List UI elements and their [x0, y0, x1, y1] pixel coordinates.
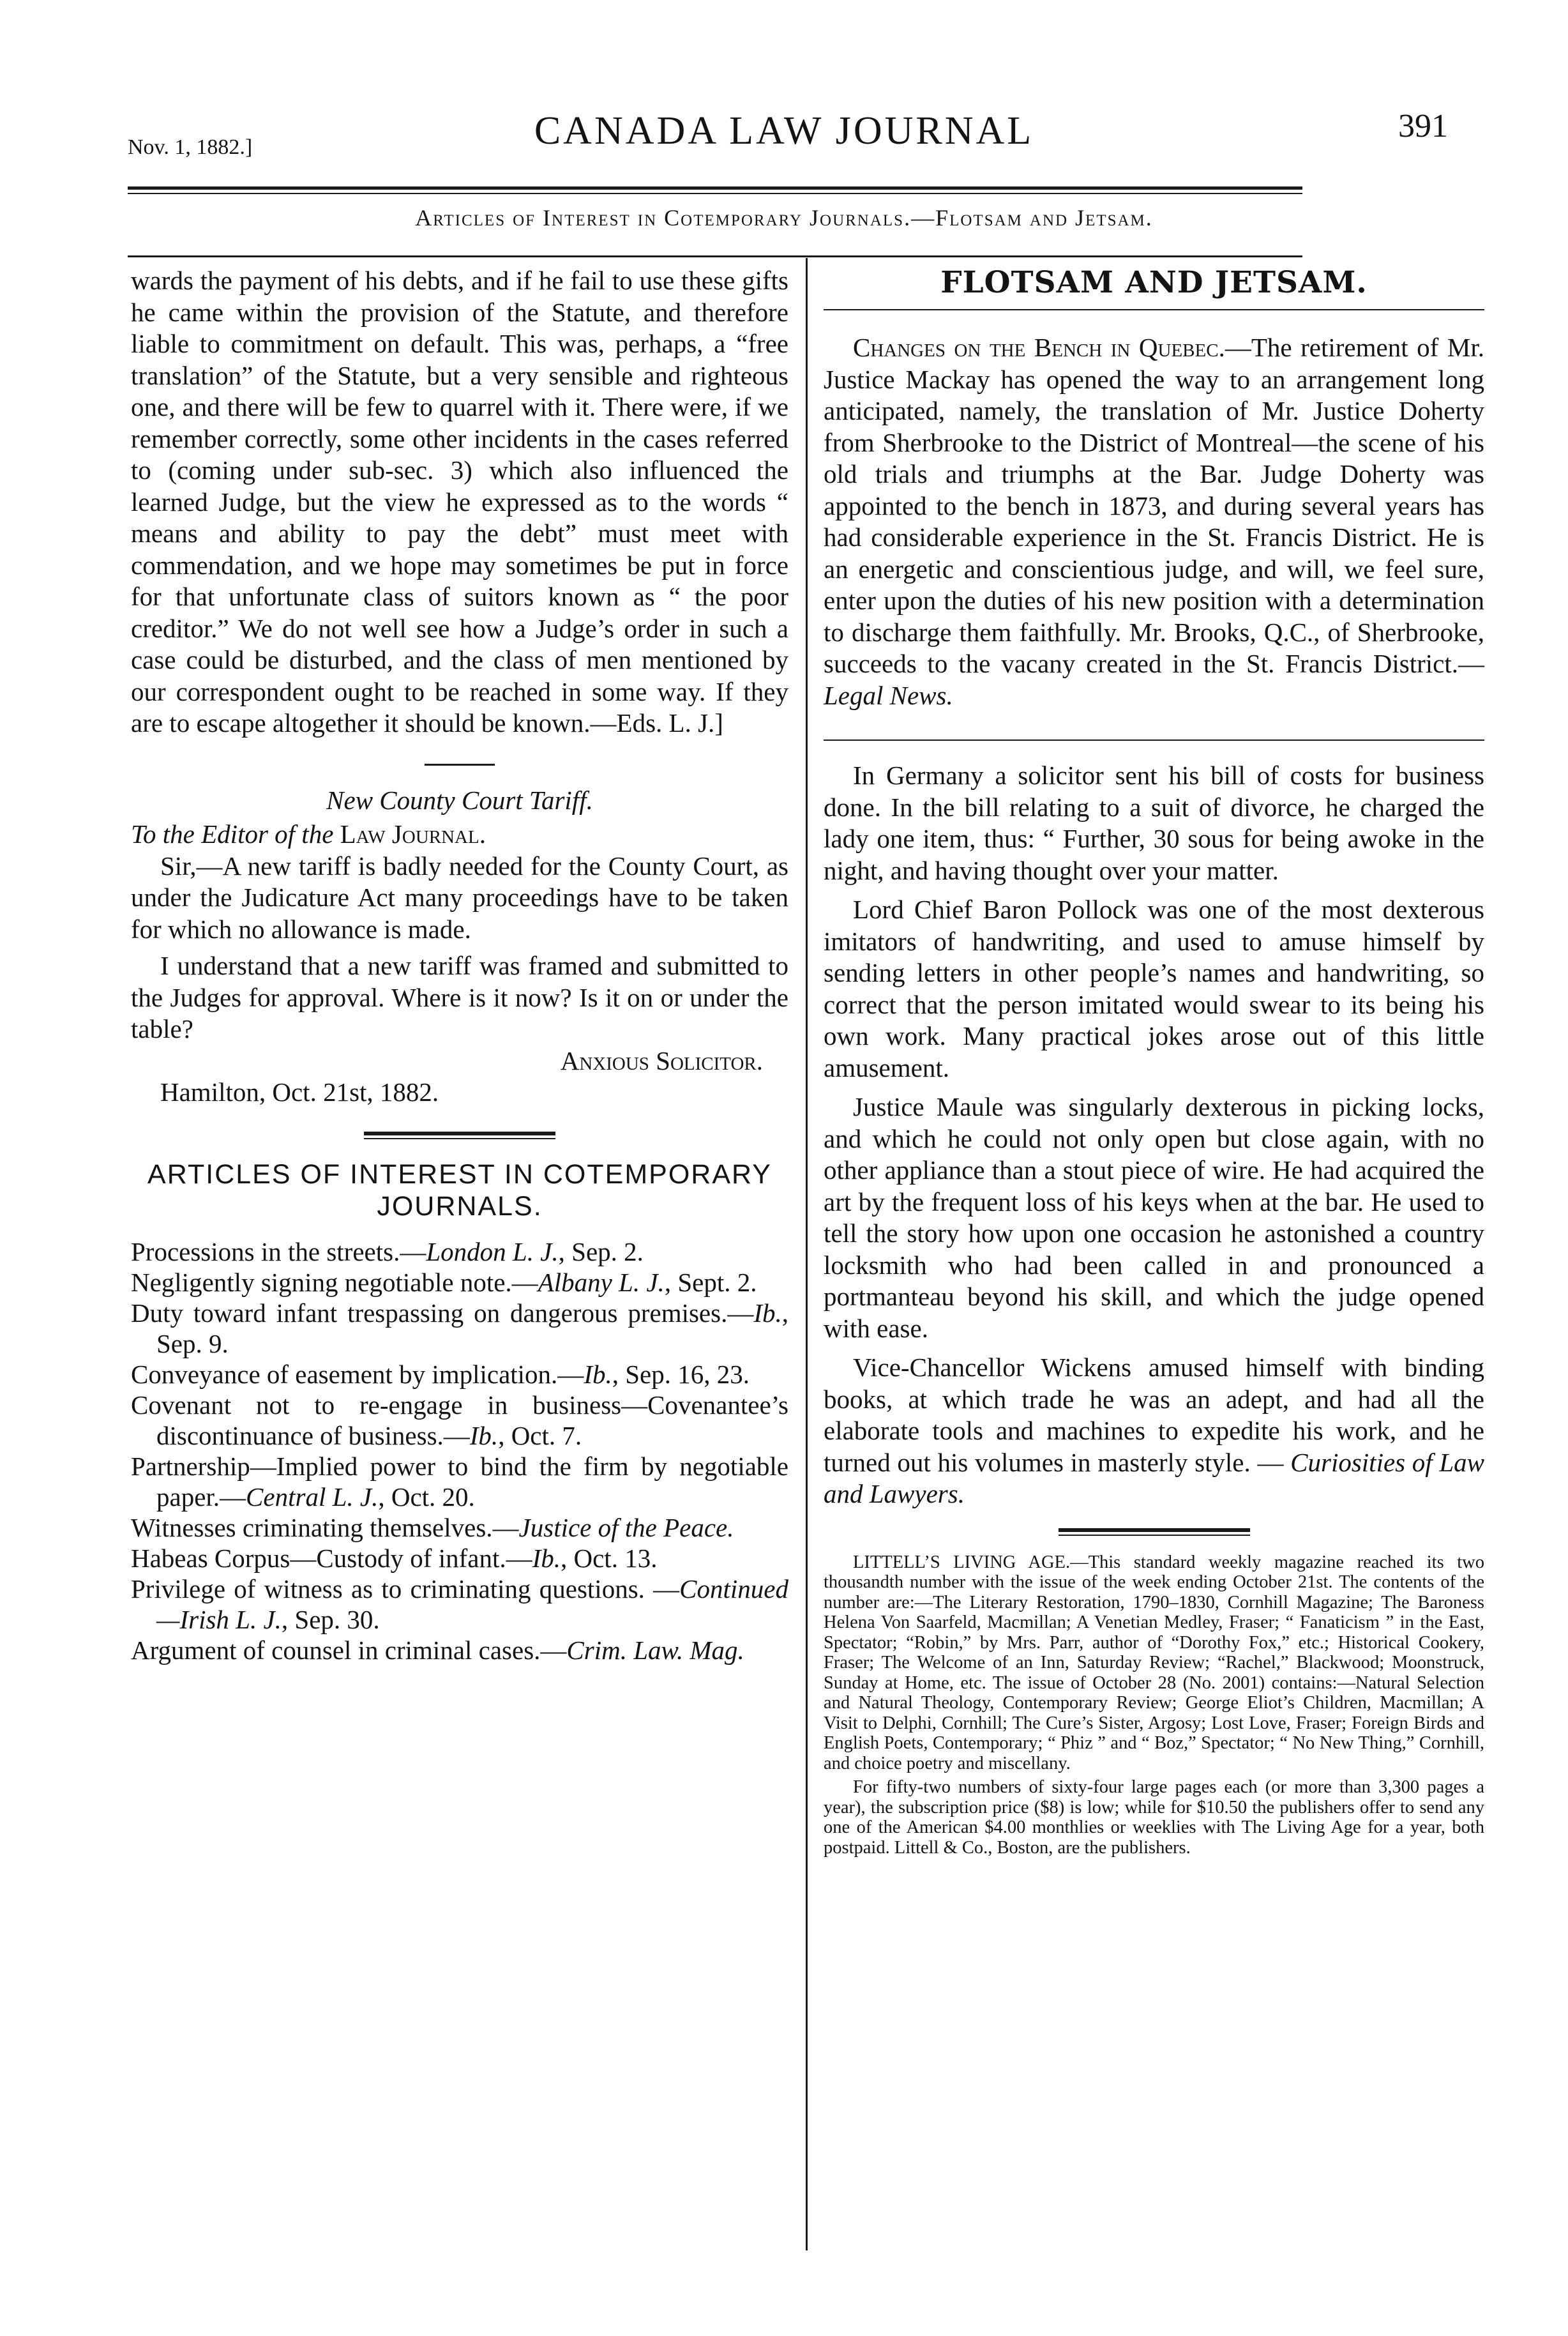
left-column — [131, 265, 788, 1665]
anecdote-wickens: Vice-Chancellor Wickens amused himself with binding books, at which trade he was an adept, and had all the elaborate tools and machines to expedite his work, and he turned out his volumes in masterly style. — Curiosities of Law and Lawyers. — [824, 1353, 1485, 1508]
living-age-ad-2: For fifty-two numbers of sixty-four large pages each (or more than 3,300 pages a year), the subscription price ($8) is low; while for $10.50 the publishers offer to send any one of the American $4.00 monthlies or weeklies with The Living Age for a year, both postpaid. Littell & Co., Boston, are the publishers. — [824, 1777, 1484, 1858]
list-item: Processions in the streets.—London L. J., Sep. 2. — [131, 1236, 644, 1266]
column-divider — [806, 258, 808, 2250]
letter-paragraph-2: I understand that a new tariff was framed and submitted to the Judges for approval. Where is it now? Is it on or under the table? — [131, 951, 788, 1043]
page-number: 391 — [1398, 108, 1448, 144]
articles-heading: ARTICLES OF INTEREST IN COTEMPORARY JOURNALS. — [147, 1158, 772, 1222]
running-subtitle: Articles of Interest in Cotemporary Journals.—Flotsam and Jetsam. — [415, 205, 1153, 231]
wickens-source: Curiosities of Law and Lawyers. — [824, 1447, 1485, 1508]
bench-source: Legal News. — [824, 680, 953, 710]
salutation-prefix: To the Editor of the — [131, 819, 334, 849]
list-item: Argument of counsel in criminal cases.—Crim. Law. Mag. — [131, 1635, 744, 1665]
letter-paragraph-1: Sir,—A new tariff is badly needed for the County Court, as under the Judicature Act many proceedings have to be taken for which no allowance is made. — [131, 851, 788, 944]
double-rule — [364, 1132, 555, 1139]
letter-salutation — [131, 819, 788, 851]
letter-place-date: Hamilton, Oct. 21st, 1882. — [160, 1077, 439, 1107]
list-item: Covenant not to re-engage in business—Covenantee’s discontinuance of business.—Ib., Oct. 7. — [131, 1390, 788, 1450]
list-item: Privilege of witness as to criminating questions. —Continued—Irish L. J., Sep. 30. — [131, 1574, 788, 1634]
bench-changes-item: Changes on the Bench in Quebec.—The retirement of Mr. Justice Mackay has opened the way to an arrangement long anticipated, namely, the translation of Mr. Justice Doherty from Sherbrooke to the District of Montreal—the scene of his old trials and triumphs at the Bar. Judge Doherty was appointed to the bench in 1873, and during several years has had considerable experience in the St. Francis District. He is an energetic and conscientious judge, and will, we feel sure, enter upon the duties of his new position with a determination to discharge them faithfully. Mr. Brooks, Q.C., of Sherbrooke, succeeds to the vacany created in the St. Francis District.—Legal News. — [824, 333, 1484, 710]
letter-signature: Anxious Solicitor. — [560, 1045, 763, 1075]
anecdote-maule: Justice Maule was singularly dexterous in picking locks, and which he could not only open but close again, with no other appliance than a stout piece of wire. He had acquired the art by the frequent loss of his keys when at the bar. He used to tell the story how upon one occasion he astonished a country locksmith who had been called in and pronounced a portmanteau beyond his skill, and which the judge opened with ease. — [824, 1092, 1484, 1343]
editorial-continuation: wards the payment of his debts, and if he fail to use these gifts he came within the provision of the Statute, and therefore liable to commitment on default. This was, perhaps, a “free translation” of the Statute, but a very sensible and righteous one, and there will be few to quarrel with it. There were, if we remember correctly, some other incidents in the cases referred to (coming under sub-sec. 3) which also influenced the learned Judge, but the view he expressed as to the words “ means and ability to pay the debt” must meet with commendation, and we hope may sometimes be put in force for that unfortunate class of suitors known as “ the poor creditor.” We do not well see how a Judge’s order in such a case could be disturbed, and the class of men mentioned by our correspondent ought to be reached in some way. If they are to escape altogether it should be known.—Eds. L. J.] — [131, 266, 788, 738]
bench-lead: Changes on the Bench in Quebec. — [853, 333, 1225, 362]
salutation-journal: Law Journal. — [340, 819, 486, 849]
living-age-ad-1: LITTELL’S LIVING AGE.—This standard weekly magazine reached its two thousandth number with the issue of the week ending October 21st. The contents of the number are:—The Literary Restoration, 1790–1830, Cornhill Magazine; The Baroness Helena Von Saarfeld, Macmillan; A Venetian Medley, Fraser; “ Fanaticism ” in the East, Spectator; “Robin,” by Mrs. Parr, author of “Dorothy Fox,” etc.; Historical Cookery, Fraser; The Welcome of an Inn, Saturday Review; “Rachel,” Blackwood; Moonstruck, Sunday at Home, etc. The issue of October 28 (No. 2001) contains:—Natural Selection and Natural Theology, Contemporary Review; George Eliot’s Children, Macmillan; A Visit to Delphi, Cornhill; The Cure’s Sister, Argosy; Lost Love, Fraser; Foreign Birds and English Poets, Contemporary; “ Phiz ” and “ Boz,” Spectator; “ No New Thing,” Cornhill, and choice poetry and miscellany. — [824, 1552, 1484, 1773]
double-rule-right — [1059, 1528, 1250, 1536]
articles-list — [131, 1236, 788, 1665]
header-rule — [128, 186, 1302, 194]
list-item: Witnesses criminating themselves.—Justice of the Peace. — [131, 1512, 734, 1542]
list-item: Habeas Corpus—Custody of infant.—Ib., Oct. 13. — [131, 1543, 658, 1573]
journal-title: CANADA LAW JOURNAL — [534, 109, 1034, 153]
right-column — [824, 265, 1484, 1858]
subtitle-rule — [128, 255, 1302, 257]
flotsam-heading: FLOTSAM AND JETSAM. — [940, 265, 1368, 300]
anecdote-pollock: Lord Chief Baron Pollock was one of the most dexterous imitators of handwriting, and used to amuse himself by sending letters in other people’s names and handwriting, so correct that the person imitated would swear to its being his own work. Many practical jokes arose out of this little amusement. — [824, 895, 1484, 1082]
list-item: Conveyance of easement by implication.—Ib., Sep. 16, 23. — [131, 1359, 750, 1389]
list-item: Negligently signing negotiable note.—Albany L. J., Sept. 2. — [131, 1267, 757, 1297]
letter-heading: New County Court Tariff. — [326, 785, 593, 815]
list-item: Duty toward infant trespassing on dangerous premises.—Ib., Sep. 9. — [131, 1298, 788, 1358]
anecdote-germany: In Germany a solicitor sent his bill of costs for business done. In the bill relating to a suit of divorce, he charged the lady one item, thus: “ Further, 30 sous for being awoke in the night, and having thought over your matter. — [824, 761, 1484, 885]
issue-date: Nov. 1, 1882.] — [128, 135, 253, 159]
list-item: Partnership—Implied power to bind the firm by negotiable paper.—Central L. J., Oct. 20. — [131, 1451, 788, 1512]
